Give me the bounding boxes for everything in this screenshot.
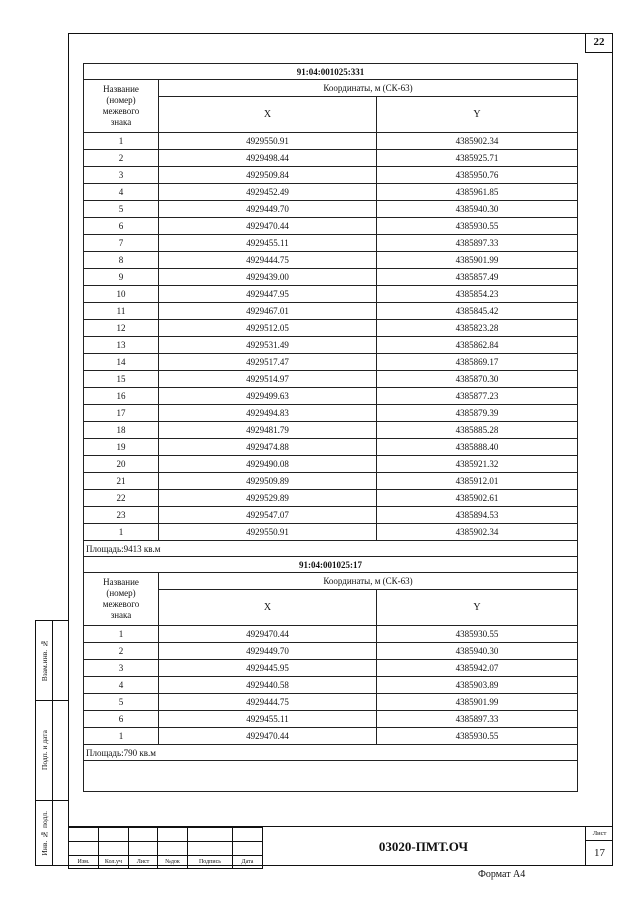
revision-cell (69, 828, 99, 842)
table-row (84, 626, 578, 643)
point-number-cell: 10 (84, 286, 159, 303)
stamp-cell-inv-orig (36, 801, 53, 865)
y-coordinate-cell: 4385940.30 (377, 643, 578, 660)
x-coordinate-cell: 4929470.44 (159, 728, 377, 745)
y-coordinate-cell: 4385925.71 (377, 150, 578, 167)
point-number-cell: 1 (84, 728, 159, 745)
x-coordinate-cell: 4929467.01 (159, 303, 377, 320)
x-coordinate-cell: 4929499.63 (159, 388, 377, 405)
x-coordinate-cell: 4929449.70 (159, 643, 377, 660)
x-coordinate-cell: 4929531.49 (159, 337, 377, 354)
x-coordinate-cell: 4929470.44 (159, 626, 377, 643)
format-label: Формат А4 (478, 869, 526, 880)
point-number-cell: 18 (84, 422, 159, 439)
point-number-cell: 9 (84, 269, 159, 286)
y-coordinate-cell: 4385903.89 (377, 677, 578, 694)
y-coordinate-cell: 4385930.55 (377, 728, 578, 745)
table-row (84, 337, 578, 354)
stamp-label-sign-date: Подп. и дата (39, 730, 49, 771)
table-row (84, 405, 578, 422)
x-coordinate-cell: 4929447.95 (159, 286, 377, 303)
point-number-cell: 19 (84, 439, 159, 456)
point-number-cell: 3 (84, 660, 159, 677)
point-number-cell: 1 (84, 524, 159, 541)
point-number-cell: 2 (84, 643, 159, 660)
col-label-change: Изм. (69, 856, 99, 869)
point-name-header-line: знака (110, 117, 132, 127)
y-coordinate-cell: 4385942.07 (377, 660, 578, 677)
revision-cell (99, 828, 129, 842)
revision-cell (233, 828, 263, 842)
table-row (84, 286, 578, 303)
point-number-cell: 16 (84, 388, 159, 405)
point-number-cell: 8 (84, 252, 159, 269)
y-coordinate-cell: 4385930.55 (377, 626, 578, 643)
col-label-signature: Подпись (188, 856, 233, 869)
x-coordinate-cell: 4929547.07 (159, 507, 377, 524)
point-number-cell: 3 (84, 167, 159, 184)
coordinates-header: Координаты, м (СК-63) (159, 573, 578, 590)
y-coordinate-cell: 4385961.85 (377, 184, 578, 201)
x-coordinate-cell: 4929517.47 (159, 354, 377, 371)
x-coordinate-cell: 4929470.44 (159, 218, 377, 235)
point-number-cell: 14 (84, 354, 159, 371)
y-coordinate-cell: 4385857.49 (377, 269, 578, 286)
parcel-area: Площадь:9413 кв.м (84, 541, 578, 557)
y-coordinate-cell: 4385897.33 (377, 235, 578, 252)
table-row (84, 371, 578, 388)
point-name-header-line: (номер) (106, 95, 136, 105)
point-number-cell: 1 (84, 133, 159, 150)
y-coordinate-cell: 4385879.39 (377, 405, 578, 422)
revision-cell (99, 842, 129, 856)
x-coordinate-cell: 4929509.89 (159, 473, 377, 490)
y-coordinate-cell: 4385823.28 (377, 320, 578, 337)
x-coordinate-cell: 4929455.11 (159, 711, 377, 728)
point-number-cell: 22 (84, 490, 159, 507)
point-number-cell: 7 (84, 235, 159, 252)
sheet-label: Лист (585, 827, 613, 841)
y-coordinate-cell: 4385912.01 (377, 473, 578, 490)
x-coordinate-cell: 4929550.91 (159, 524, 377, 541)
y-coordinate-cell: 4385897.33 (377, 711, 578, 728)
revision-cell (233, 842, 263, 856)
revision-cell (69, 842, 99, 856)
revision-cell (129, 828, 158, 842)
y-coordinate-cell: 4385921.32 (377, 456, 578, 473)
point-name-header-line: знака (110, 610, 132, 620)
col-label-doc-number: №док (158, 856, 188, 869)
table-row (84, 456, 578, 473)
cadastral-number: 91:04:001025:17 (84, 557, 578, 573)
point-name-header-line: межевого (102, 106, 140, 116)
x-coordinate-cell: 4929514.97 (159, 371, 377, 388)
table-row (84, 660, 578, 677)
parcel-title-row (84, 64, 578, 80)
x-coordinate-cell: 4929444.75 (159, 252, 377, 269)
table-row (84, 677, 578, 694)
x-coordinate-cell: 4929550.91 (159, 133, 377, 150)
x-coordinate-cell: 4929509.84 (159, 167, 377, 184)
x-coordinate-cell: 4929445.95 (159, 660, 377, 677)
point-number-cell: 6 (84, 711, 159, 728)
parcel-area: Площадь:790 кв.м (84, 745, 578, 761)
revision-header-row (69, 856, 263, 869)
document-code: 03020-ПМТ.ОЧ (378, 839, 469, 854)
point-number-cell: 5 (84, 694, 159, 711)
revision-cell (188, 828, 233, 842)
table-row (84, 728, 578, 745)
y-coordinate-cell: 4385901.99 (377, 252, 578, 269)
coordinates-table (83, 63, 578, 792)
table-row (84, 252, 578, 269)
point-number-cell: 2 (84, 150, 159, 167)
point-name-header-line: Название (103, 84, 139, 94)
revision-cell (129, 842, 158, 856)
x-coordinate-cell: 4929529.89 (159, 490, 377, 507)
x-coordinate-cell: 4929481.79 (159, 422, 377, 439)
y-coordinate-cell: 4385950.76 (377, 167, 578, 184)
y-coordinate-cell: 4385845.42 (377, 303, 578, 320)
x-coordinate-cell: 4929444.75 (159, 694, 377, 711)
y-coordinate-cell: 4385894.53 (377, 507, 578, 524)
table-row (84, 201, 578, 218)
y-coordinate-cell: 4385940.30 (377, 201, 578, 218)
y-coordinate-cell: 4385862.84 (377, 337, 578, 354)
table-row (84, 439, 578, 456)
y-axis-header: Y (377, 590, 578, 626)
y-axis-header: Y (377, 97, 578, 133)
table-row (84, 303, 578, 320)
table-row (84, 167, 578, 184)
table-row (84, 694, 578, 711)
point-name-header (84, 80, 159, 133)
header-row (84, 80, 578, 97)
point-number-cell: 15 (84, 371, 159, 388)
parcel-title-row (84, 557, 578, 573)
y-coordinate-cell: 4385902.34 (377, 133, 578, 150)
table-row (84, 184, 578, 201)
point-number-cell: 4 (84, 184, 159, 201)
table-row (84, 524, 578, 541)
point-number-cell: 13 (84, 337, 159, 354)
table-row (84, 422, 578, 439)
point-name-header-line: межевого (102, 599, 140, 609)
point-number-cell: 17 (84, 405, 159, 422)
table-row (84, 507, 578, 524)
point-number-cell: 4 (84, 677, 159, 694)
area-row (84, 745, 578, 761)
y-coordinate-cell: 4385854.23 (377, 286, 578, 303)
y-coordinate-cell: 4385877.23 (377, 388, 578, 405)
revision-grid (68, 827, 263, 869)
table-row (84, 235, 578, 252)
point-number-cell: 6 (84, 218, 159, 235)
stamp-label-inv-orig: Инв. № подл. (39, 810, 49, 856)
x-coordinate-cell: 4929498.44 (159, 150, 377, 167)
axis-header-row (84, 97, 578, 133)
table-row (84, 354, 578, 371)
point-number-cell: 21 (84, 473, 159, 490)
x-coordinate-cell: 4929440.58 (159, 677, 377, 694)
y-coordinate-cell: 4385901.99 (377, 694, 578, 711)
coordinates-header: Координаты, м (СК-63) (159, 80, 578, 97)
stamp-cell-sign-date (36, 701, 53, 801)
table-row (84, 218, 578, 235)
stamp-blank-replace-inv (53, 621, 69, 701)
revision-cell (158, 828, 188, 842)
sheet-number: 17 (585, 841, 613, 866)
y-coordinate-cell: 4385870.30 (377, 371, 578, 388)
empty-row (84, 761, 578, 792)
area-row (84, 541, 578, 557)
stamp-blank-inv-orig (53, 801, 69, 865)
revision-cell (158, 842, 188, 856)
coordinates-table-body (84, 64, 578, 792)
y-coordinate-cell: 4385869.17 (377, 354, 578, 371)
table-row (84, 643, 578, 660)
x-axis-header: X (159, 97, 377, 133)
x-coordinate-cell: 4929455.11 (159, 235, 377, 252)
y-coordinate-cell: 4385885.28 (377, 422, 578, 439)
y-coordinate-cell: 4385930.55 (377, 218, 578, 235)
title-block (68, 826, 613, 866)
point-number-cell: 1 (84, 626, 159, 643)
y-coordinate-cell: 4385888.40 (377, 439, 578, 456)
x-coordinate-cell: 4929490.08 (159, 456, 377, 473)
point-name-header (84, 573, 159, 626)
x-coordinate-cell: 4929439.00 (159, 269, 377, 286)
table-row (84, 133, 578, 150)
col-label-sheet: Лист (129, 856, 158, 869)
point-name-header-line: Название (103, 577, 139, 587)
point-number-cell: 5 (84, 201, 159, 218)
revision-row (69, 828, 263, 842)
stamp-label-replace-inv: Взам.инв. № (39, 639, 49, 682)
point-name-header-line: (номер) (106, 588, 136, 598)
y-coordinate-cell: 4385902.34 (377, 524, 578, 541)
side-stamp (35, 620, 69, 866)
table-row (84, 320, 578, 337)
col-label-date: Дата (233, 856, 263, 869)
empty-cell (84, 761, 578, 792)
point-number-cell: 23 (84, 507, 159, 524)
table-row (84, 150, 578, 167)
revision-row (69, 842, 263, 856)
y-coordinate-cell: 4385902.61 (377, 490, 578, 507)
table-row (84, 473, 578, 490)
table-row (84, 711, 578, 728)
table-row (84, 388, 578, 405)
cadastral-number: 91:04:001025:331 (84, 64, 578, 80)
point-number-cell: 20 (84, 456, 159, 473)
x-coordinate-cell: 4929512.05 (159, 320, 377, 337)
x-coordinate-cell: 4929474.88 (159, 439, 377, 456)
point-number-cell: 11 (84, 303, 159, 320)
x-coordinate-cell: 4929449.70 (159, 201, 377, 218)
x-coordinate-cell: 4929452.49 (159, 184, 377, 201)
top-sheet-number: 22 (585, 33, 613, 53)
stamp-cell-replace-inv (36, 621, 53, 701)
revision-cell (188, 842, 233, 856)
axis-header-row (84, 590, 578, 626)
stamp-blank-sign-date (53, 701, 69, 801)
col-label-count: Кол.уч (99, 856, 129, 869)
x-axis-header: X (159, 590, 377, 626)
x-coordinate-cell: 4929494.83 (159, 405, 377, 422)
header-row (84, 573, 578, 590)
table-row (84, 269, 578, 286)
point-number-cell: 12 (84, 320, 159, 337)
table-row (84, 490, 578, 507)
